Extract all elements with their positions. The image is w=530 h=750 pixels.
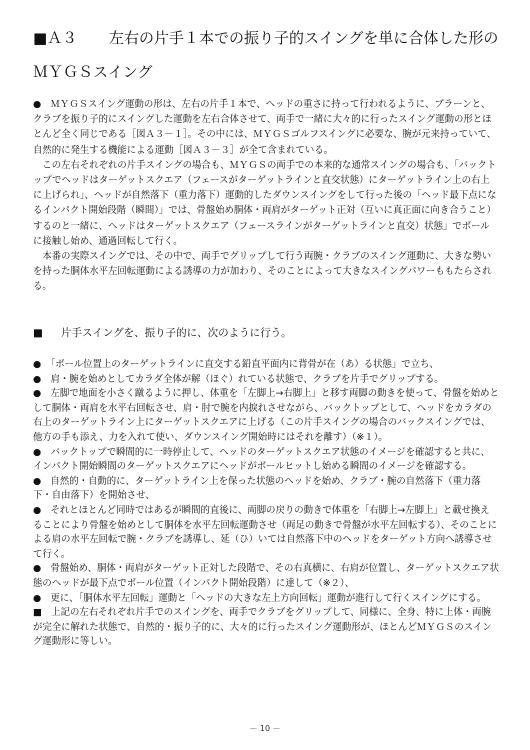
body-text — [33, 97, 499, 295]
heading-line-2: ＭＹＧＳスイング — [33, 63, 153, 81]
list-item: ● 「ボール位置上のターゲットラインに直交する鉛直平面内に背骨が在（あ）る状態」で立ち、 — [33, 359, 439, 370]
list-item: ● それとほとんど同時ではあるが瞬間的直後に、両脚の戻りの動きで体重を「右脚上→左脚上」と載せ換えることにより骨盤を始めとして胴体を水平左回転運動させ（両足の動きで骨盤が水平左回転する）、そのことによる肩の水平左回転で腕・クラブを誘導し、延（ひ）いては自然落下中のヘッドをターゲット方向へ誘導させて行く。 — [33, 504, 498, 560]
section-mark: ■ — [33, 327, 43, 339]
list-item: ● 自然的・自動的に、ターゲットライン上を保った状態のヘッドを始め、クラブ・腕の自然落下（重力落下・自由落下）を開始させ、 — [33, 475, 481, 502]
list-item: ● 更に、「胴体水平左回転」運動と「ヘッドの大きな左上方向回転」運動が進行して行くスイングにする。 — [33, 592, 487, 604]
list-item: ● 肩・腕を始めとしてカラダ全体が解（ほぐ）れている状態で、クラブを片手でグリップする。 — [33, 373, 444, 385]
body-paragraph: 本番の実際スイングでは、その中で、両手でグリップして行う両腕・クラブのスイング運動に、大きな勢いを持った胴体水平左回転運動による誘導の力が加わり、そのことによって大きなスイングパワーももたらされる。 — [33, 251, 492, 293]
page-heading — [33, 28, 503, 48]
step-list — [33, 358, 499, 650]
section-title: 片手スイングを、振り子的に、次のように行う。 — [61, 327, 292, 339]
heading-line-1: 左右の片手１本での振り子的スイングを単に合体した形の — [109, 29, 499, 47]
section-heading — [33, 326, 499, 340]
body-paragraph: この左右それぞれの片手スイングの場合も、ＭＹＧＳの両手での本来的な通常スイングの場合も、「バックトップでヘッドはターゲットスクエア（フェースがターゲットラインと直交状態）にターゲットライン上の右上に上げられ」、ヘッドが自然落下（重力落下）運動的したダウンスイングをして行った後の「ヘッド最下点になるインパクト開始段階（瞬間）」では、骨盤始め胴体・両肩がターゲット正対（互いに真正面に向き合うこと）するのと一緒に、ヘッドはターゲットスクエア（フェースラインがターゲットラインと直交）状態」でボールに接触し始め、通過回転して行く。 — [33, 159, 497, 247]
list-item: ■ 上記の左右それぞれ片手でのスイングを、両手でクラブをグリップして、同様に、全身、特に上体・両腕が完全に解れた状態で、自然的・振り子的に、大々的に行ったスイング運動形が、ほとんどＭＹＧＳのスイング運動形に等しい。 — [33, 607, 492, 648]
heading-code: ■Ａ３ — [33, 29, 78, 47]
list-item: ● 骨盤始め、胴体・両肩がターゲット正対した段階で、その右真横に、右肩が位置し、ターゲットスクエア状態のヘッドが最下点でボール位置（インパクト開始段階）に達して（※２）、 — [33, 563, 499, 589]
body-paragraph: ● ＭＹＧＳスイング運動の形は、左右の片手１本で、ヘッドの重さに持って行われるように、ブラーンと、クラブを振り子的にスイングした運動を左右合体させて、両手で一緒に大々的に行ったスイング運動の形とほとんど全く同じである［図Ａ３－１］。その中には、ＭＹＧＳゴルフスイングに必要な、腕が元来持っていて、自然的に発生する機能による運動［図Ａ３－３］が全て含まれている。 — [33, 99, 497, 156]
page-number: － 10 － — [249, 724, 281, 733]
list-item: ● バックトップで瞬間的に一時停止して、ヘッドのターゲットスクエア状態のイメージを確認すると共に、インパクト開始瞬間のターゲットスクエアにヘッドがボールヒットし始める瞬間のイメージを確認する。 — [33, 446, 491, 473]
list-item: ● 左脚で地面を小さく蹴るように押し、体重を「左脚上→右脚上」と移す両脚の動きを使って、骨盤を始めとして胴体・両肩を水平右回転させ、肩・肘で腕を内捩れさせながら、バックトップとして、ヘッドをカラダの右上のターゲットライン上にターゲットスクエアに上げる（この片手スイングの場合のバックスイングでは、他方の手も添え、力を入れて使い、ダウンスイング開始時にはそれを離す）（※１）。 — [33, 388, 499, 443]
